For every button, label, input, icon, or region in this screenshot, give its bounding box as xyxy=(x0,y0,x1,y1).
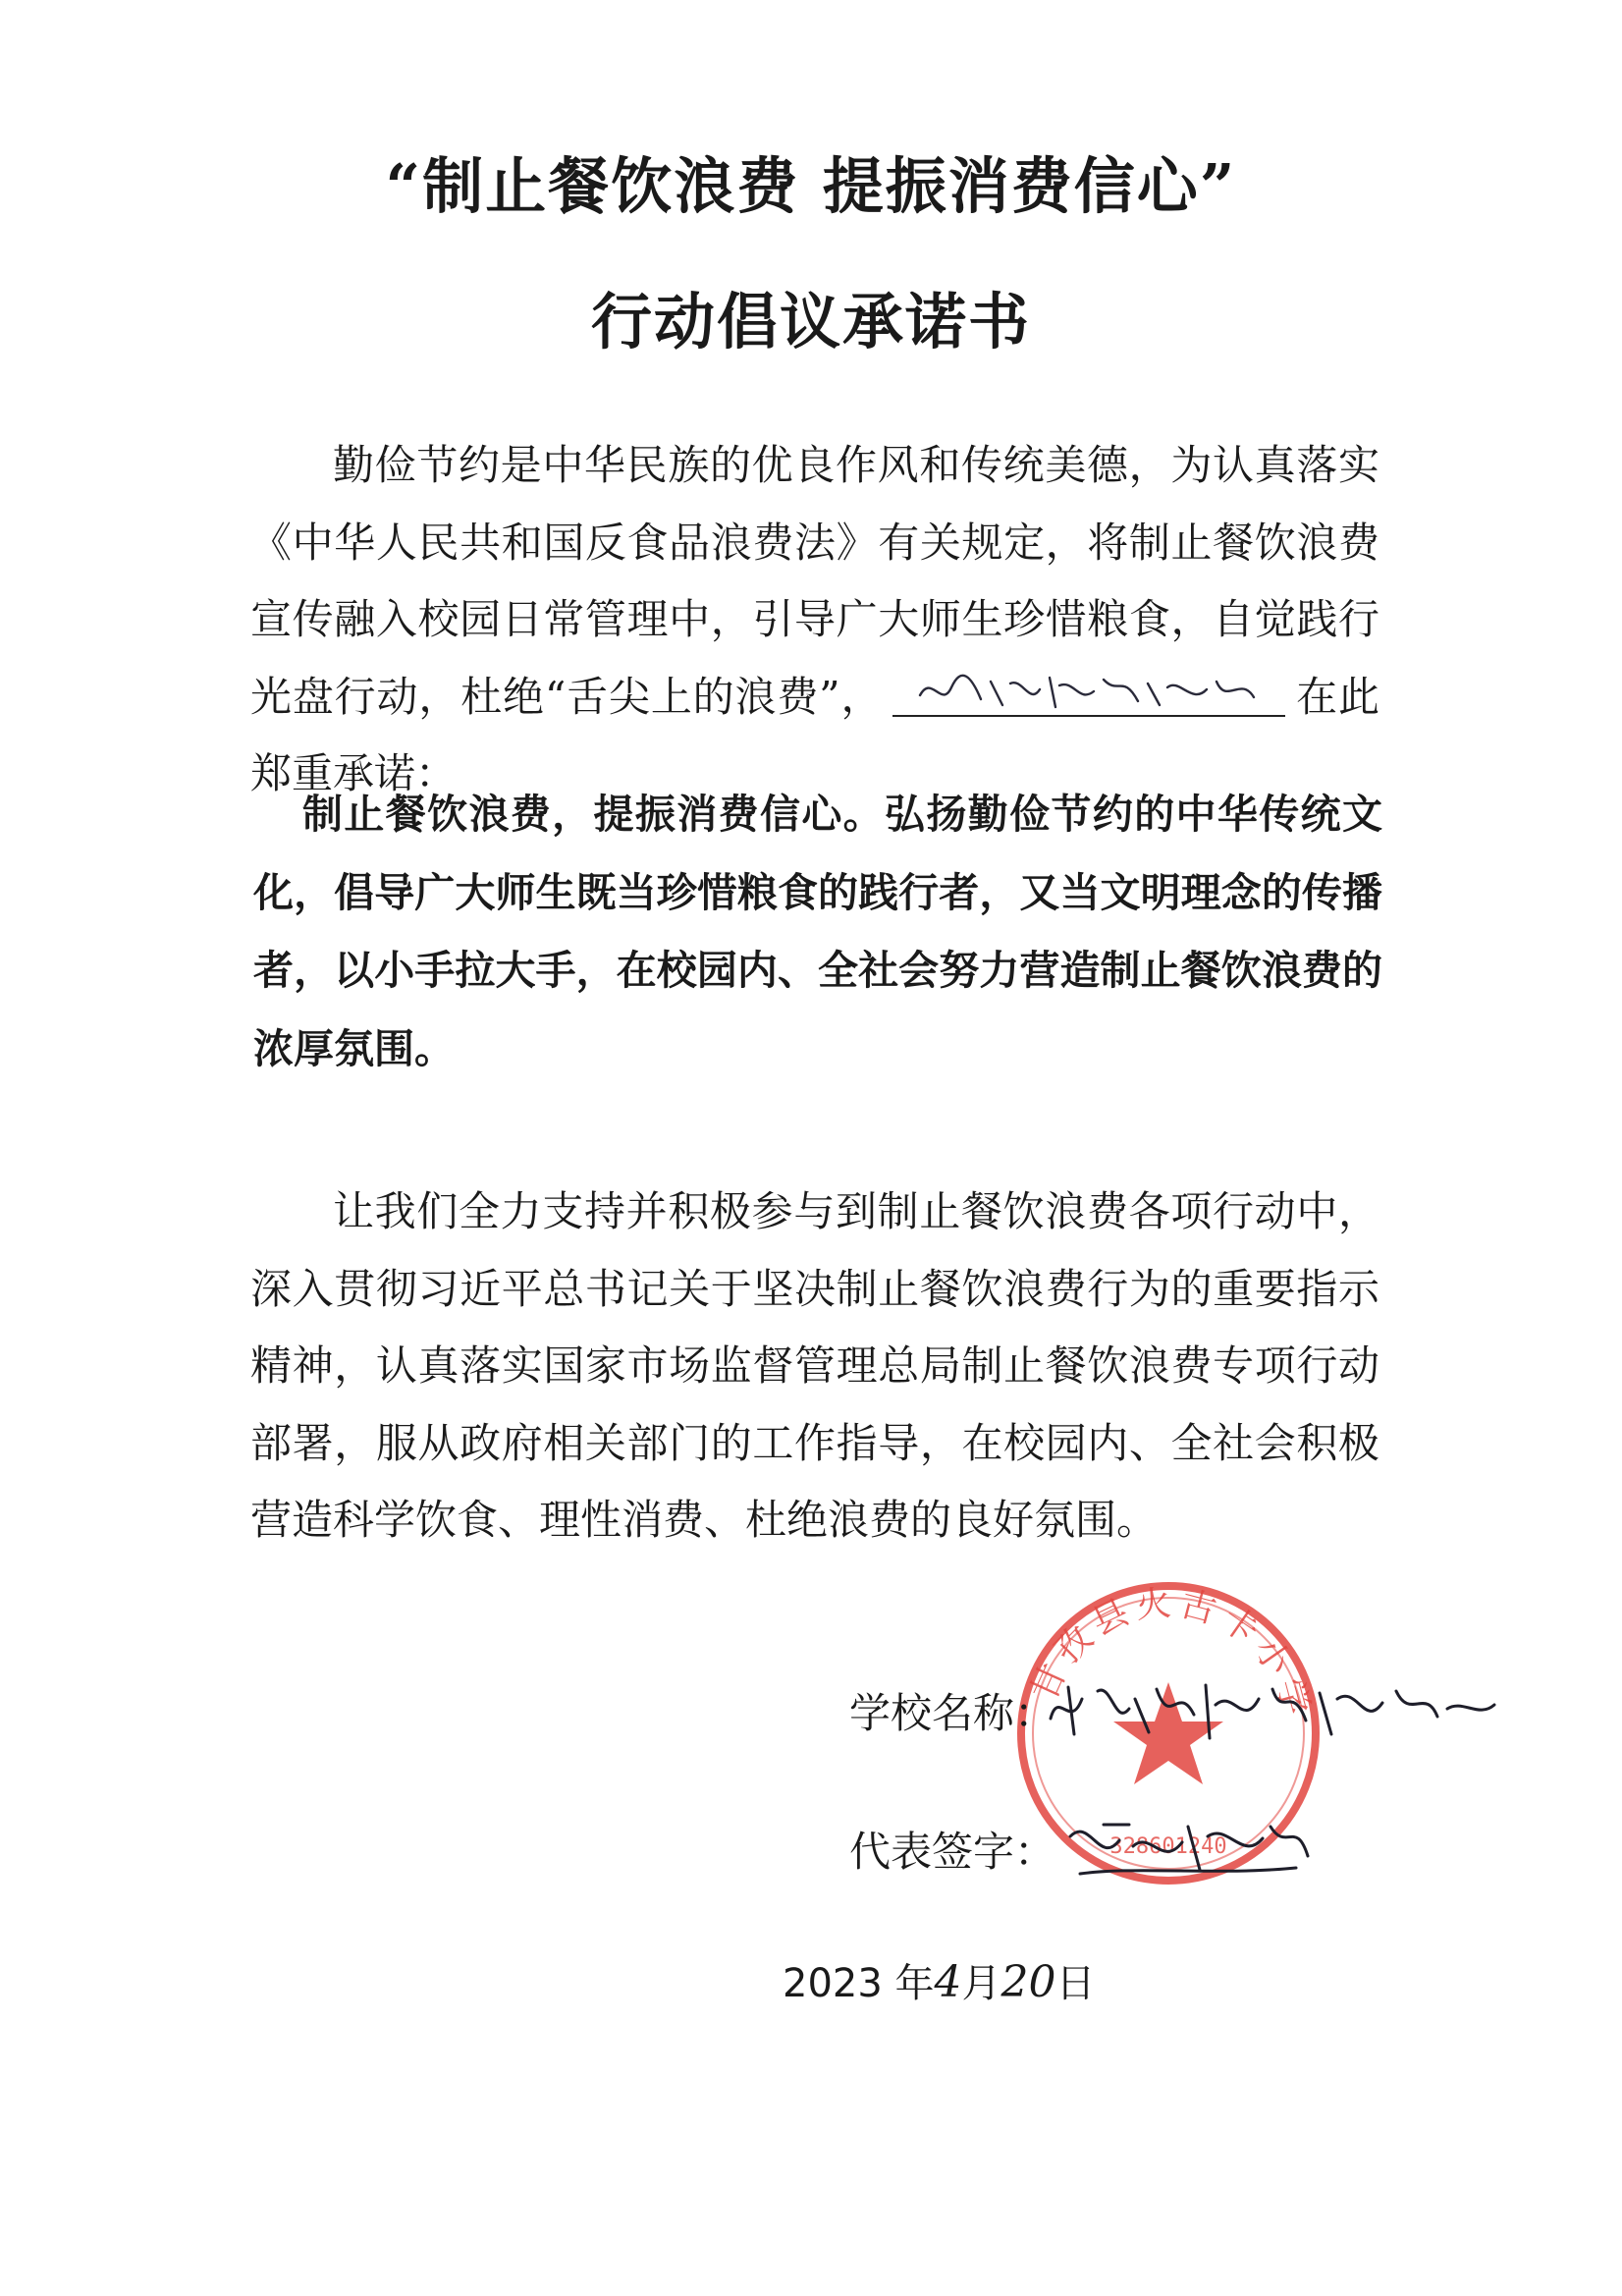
date-day-unit: 日 xyxy=(1055,1961,1096,2006)
date-year-unit: 年 xyxy=(894,1961,935,2006)
school-name-label: 学校名称： xyxy=(849,1689,1056,1737)
paragraph-intro-text: 勤俭节约是中华民族的优良作风和传统美德，为认真落实《中华人民共和国反食品浪费法》有关规定，将制止餐饮浪费宣传融入校园日常管理中，引导广大师生珍惜粮食，自觉践行光盘行动，杜绝“舌尖上的浪费”， xyxy=(250,441,1379,721)
date-line xyxy=(783,1952,1096,2008)
date-month: 4 xyxy=(934,1957,962,2007)
paragraph-commitment: 制止餐饮浪费，提振消费信心。弘扬勤俭节约的中华传统文化，倡导广大师生既当珍惜粮食的践行者，又当文明理念的传播者，以小手拉大手，在校园内、全社会努力营造制止餐饮浪费的浓厚氛围。 xyxy=(253,791,1382,1072)
school-signature-icon xyxy=(1041,1669,1502,1748)
date-year: 2023 xyxy=(783,1961,883,2006)
handwriting-scribble-icon xyxy=(912,666,1266,717)
seal-ring-text: 甘孜县火古卡小学 xyxy=(1023,1582,1319,1725)
handwritten-school-inline xyxy=(892,672,1285,717)
date-day: 20 xyxy=(1000,1957,1056,2007)
date-month-unit: 月 xyxy=(961,1961,1001,2006)
paragraph-intro-end: 在此郑重承诺： xyxy=(250,672,1379,798)
representative-label: 代表签字： xyxy=(849,1828,1056,1876)
representative-signature-icon xyxy=(1060,1797,1316,1886)
paragraph-support: 让我们全力支持并积极参与到制止餐饮浪费各项行动中，深入贯彻习近平总书记关于坚决制止餐饮浪费行为的重要指示精神，认真落实国家市场监督管理总局制止餐饮浪费专项行动部署，服从政府相关部门的工作指导，在校园内、全社会积极营造科学饮食、理性消费、杜绝浪费的良好氛围。 xyxy=(250,1187,1379,1545)
seal-code: 328601240 xyxy=(1109,1834,1227,1859)
paragraph-intro xyxy=(250,427,1379,813)
title-line-1: “制止餐饮浪费 提振消费信心” xyxy=(385,150,1237,222)
title-line-2: 行动倡议承诺书 xyxy=(590,286,1031,357)
